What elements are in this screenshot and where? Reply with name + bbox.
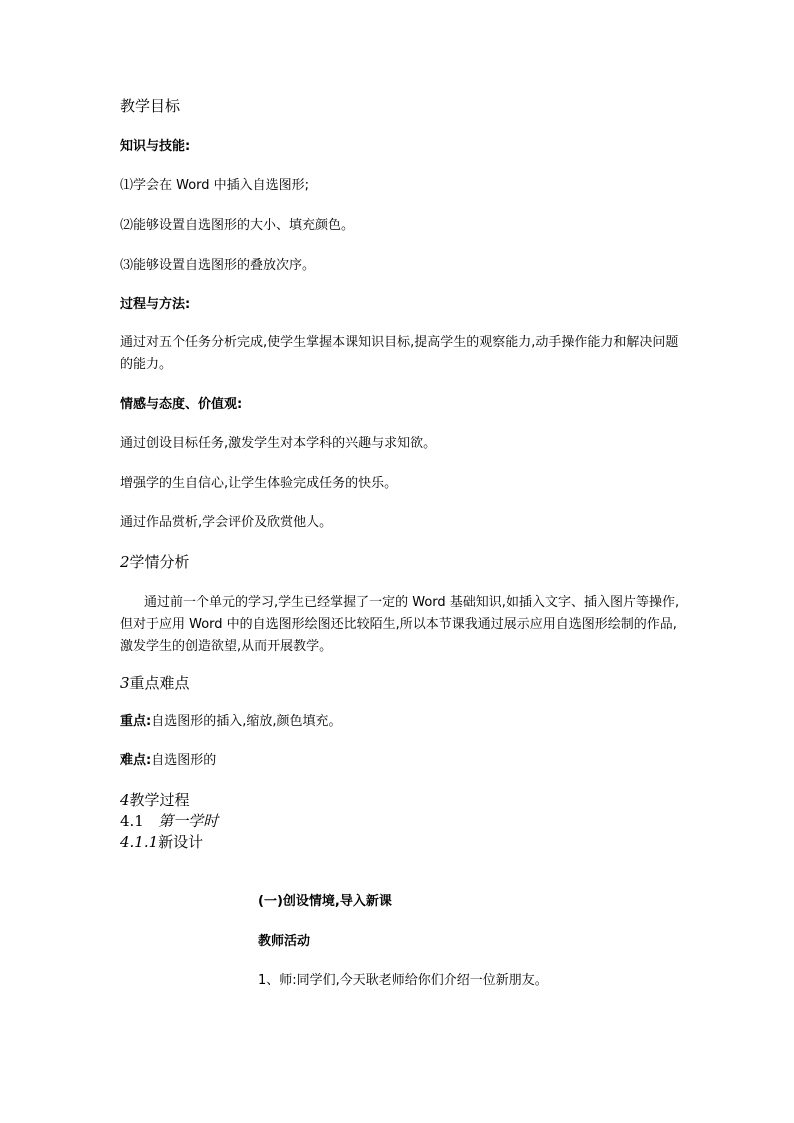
subsection-title: 第一学时: [158, 812, 219, 830]
step-1-heading: (一)创设情境,导入新课: [258, 894, 392, 909]
goals-title: 教学目标: [120, 97, 181, 115]
key-text: 自选图形的插入,缩放,颜色填充。: [151, 714, 342, 729]
key-label: 重点:: [120, 714, 152, 729]
difficult-text: 自选图形的: [151, 753, 217, 768]
knowledge-heading: 知识与技能:: [120, 139, 191, 154]
teacher-activity-heading: 教师活动: [258, 934, 311, 949]
key-point: [120, 713, 341, 731]
section-2-paragraph: 通过前一个单元的学习,学生已经掌握了一定的 Word 基础知识,如插入文字、插入图片等操作,但对于应用 Word 中的自选图形绘图还比较陌生,所以本节课我通过展示应用自选图形绘制的作品,激发学生的创造欲望,从而开展教学。: [120, 595, 680, 654]
section-number: 3: [120, 674, 130, 692]
emotion-item: 增强学的生自信心,让学生体验完成任务的快乐。: [120, 476, 398, 491]
section-3-heading: [120, 673, 190, 693]
emotion-item: 通过作品赏析,学会评价及欣赏他人。: [120, 515, 333, 530]
section-title: 重点难点: [129, 674, 190, 692]
section-2-heading: [120, 552, 190, 572]
section-title: 学情分析: [129, 553, 190, 571]
section-title: 教学过程: [129, 791, 190, 809]
subsection-4-1-heading: [120, 811, 218, 831]
subsection-4-1-1-heading: [120, 832, 203, 852]
section-4-heading: [120, 790, 190, 810]
knowledge-item: ⑶能够设置自选图形的叠放次序。: [120, 258, 316, 273]
emotion-heading: 情感与态度、价值观:: [120, 397, 243, 412]
knowledge-item: ⑴学会在 Word 中插入自选图形;: [120, 178, 310, 193]
section-number: 2: [120, 553, 130, 571]
process-heading: 过程与方法:: [120, 297, 191, 312]
subsection-number: 4.1: [120, 812, 144, 830]
teacher-activity-line: 1、师:同学们,今天耿老师给你们介绍一位新朋友。: [258, 973, 548, 988]
subsection-title: 新设计: [158, 833, 204, 851]
emotion-item: 通过创设目标任务,激发学生对本学科的兴趣与求知欲。: [120, 436, 437, 451]
process-paragraph: 通过对五个任务分析完成,使学生掌握本课知识目标,提高学生的观察能力,动手操作能力和解决问题的能力。: [120, 335, 679, 372]
difficult-point: [120, 752, 216, 770]
knowledge-item: ⑵能够设置自选图形的大小、填充颜色。: [120, 218, 355, 233]
section-number: 4: [120, 791, 130, 809]
difficult-label: 难点:: [120, 753, 152, 768]
subsection-number: 4.1.1: [120, 833, 159, 851]
